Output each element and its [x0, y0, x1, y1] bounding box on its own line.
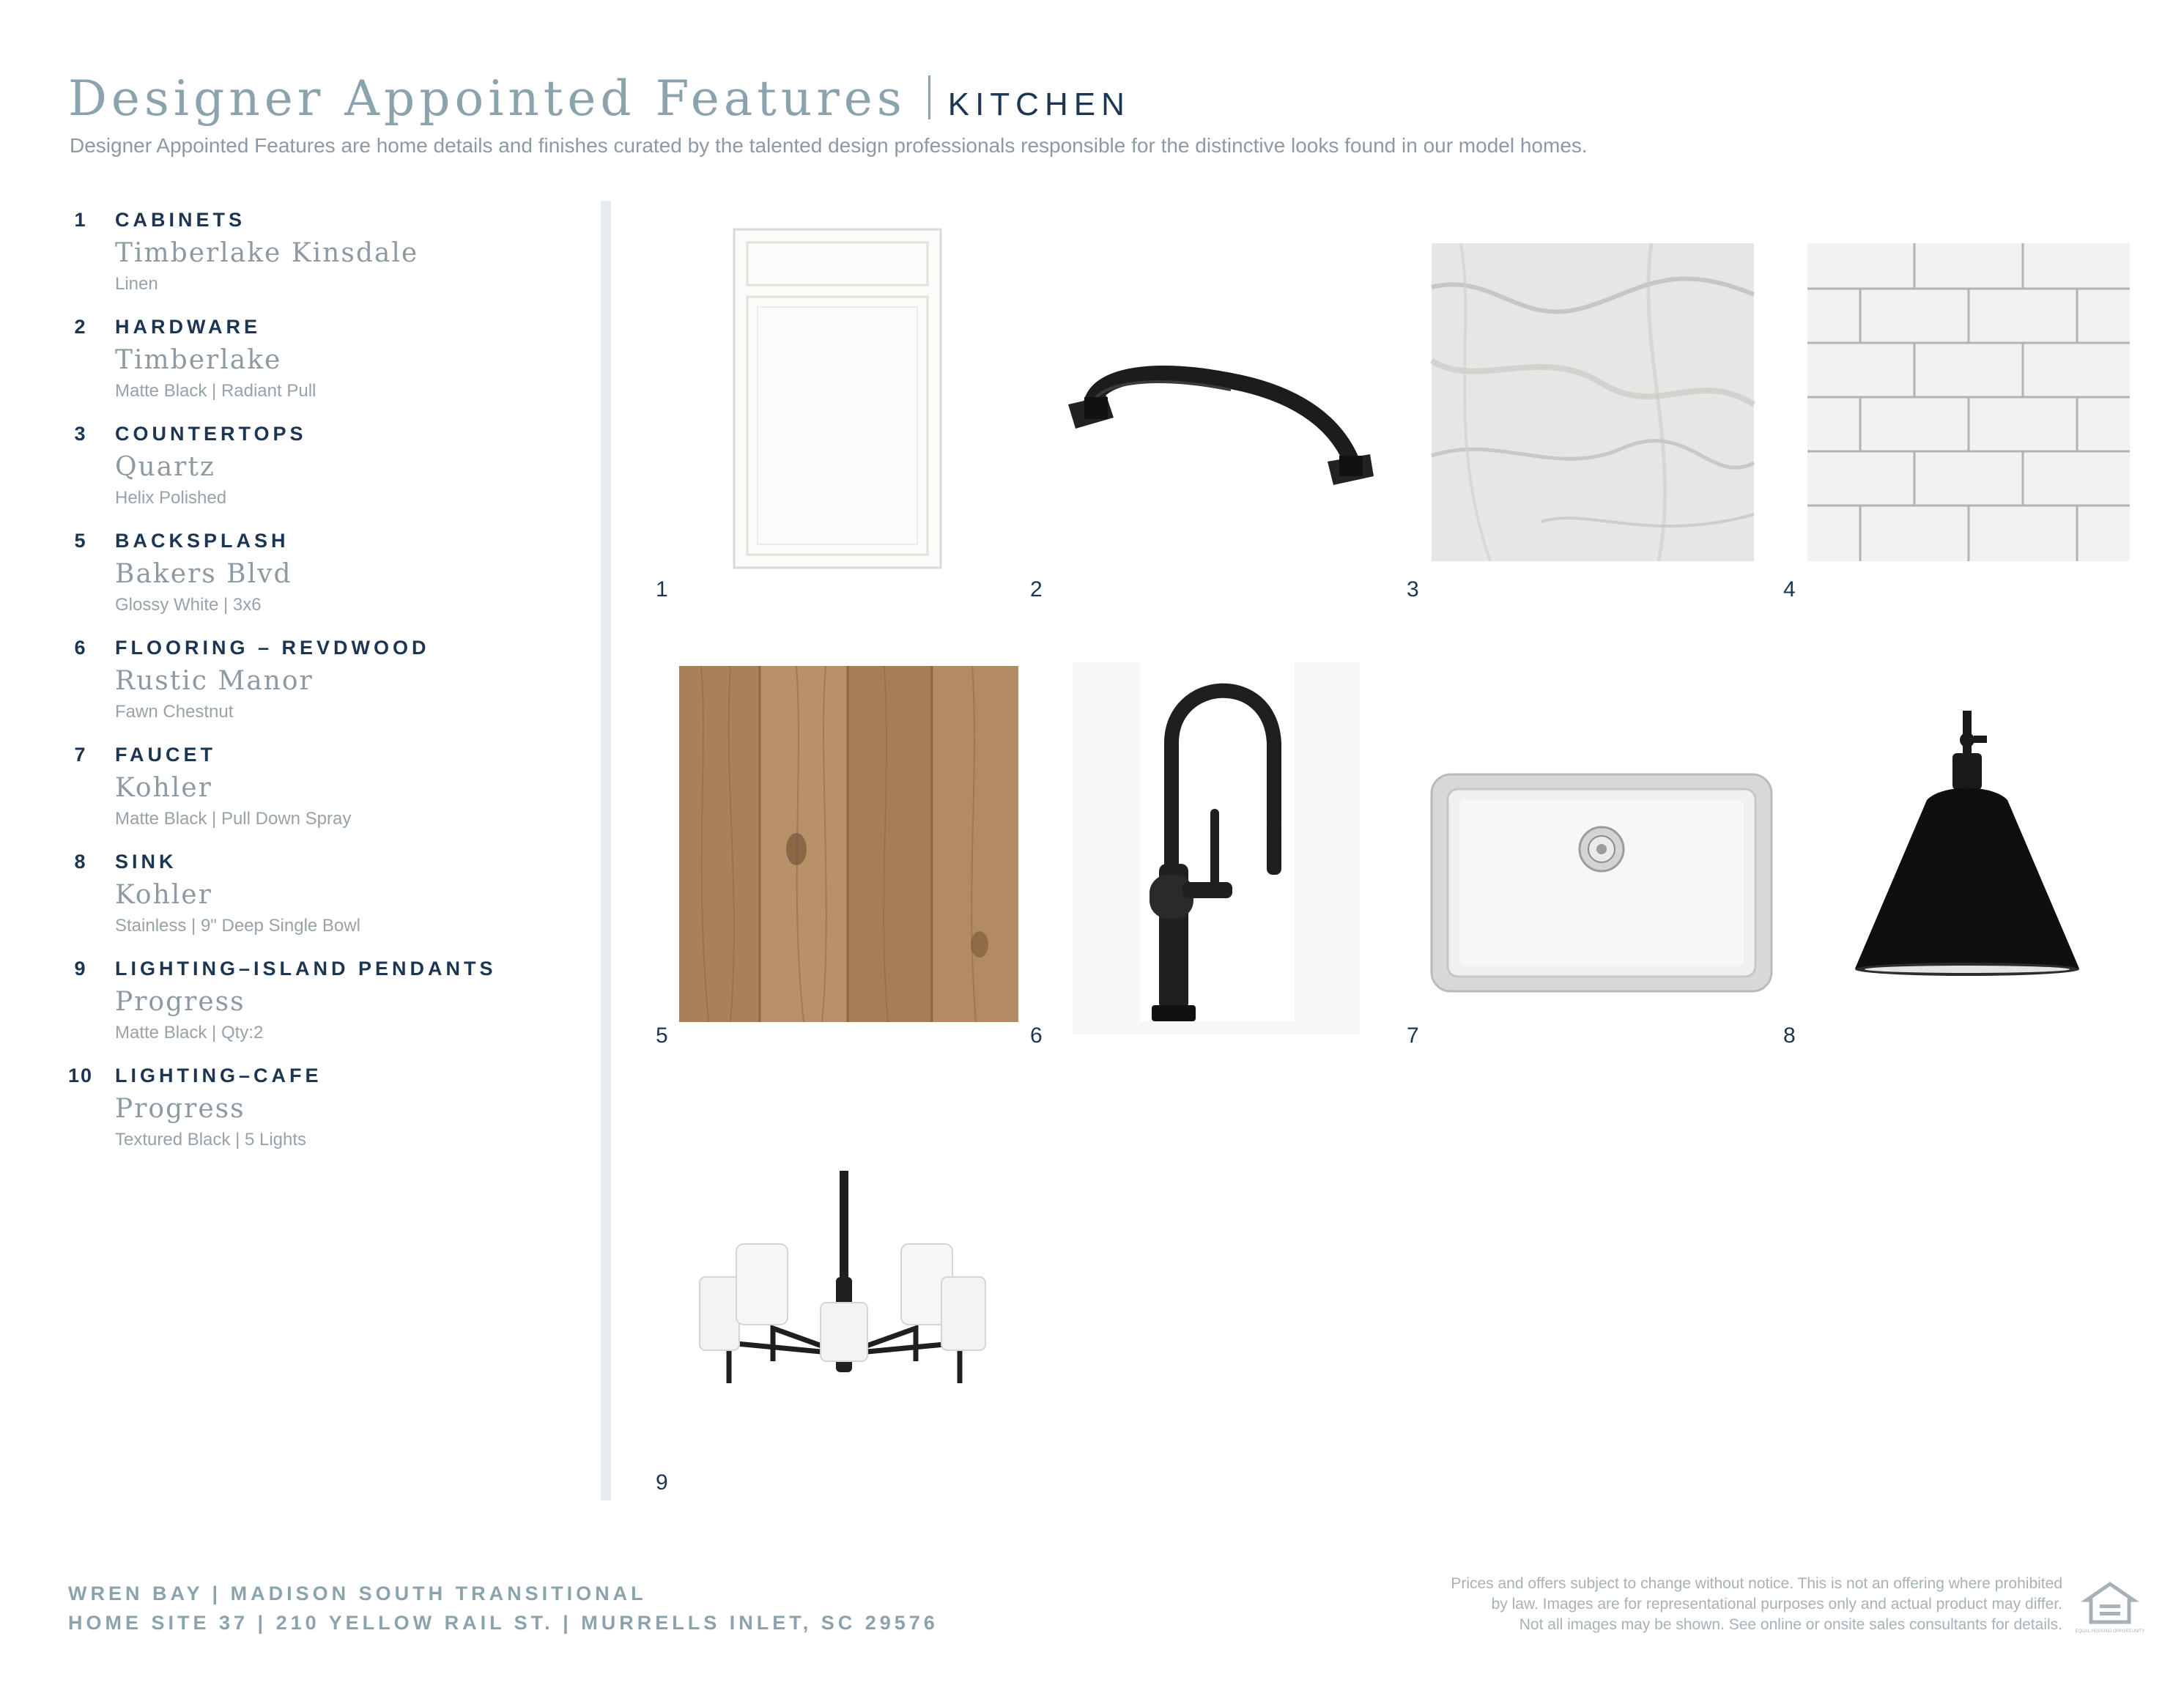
feature-category: CABINETS: [115, 209, 246, 231]
feature-number: 7: [74, 744, 87, 766]
feature-number: 8: [74, 851, 87, 873]
feature-brand: Timberlake Kinsdale: [115, 238, 419, 268]
wood-flooring-image: [679, 666, 1018, 1022]
chandelier-image: [700, 1171, 989, 1398]
image-label: 5: [656, 1023, 668, 1048]
feature-category: LIGHTING–CAFE: [115, 1065, 322, 1087]
equal-housing-icon: [2075, 1581, 2145, 1637]
feature-detail: Textured Black | 5 Lights: [115, 1130, 307, 1150]
feature-item: [0, 851, 586, 953]
footer-address: HOME SITE 37 | 210 YELLOW RAIL ST. | MURRELLS INLET, SC 29576: [68, 1612, 939, 1634]
feature-category: HARDWARE: [115, 316, 261, 338]
title-separator: [928, 75, 930, 119]
image-label: 1: [656, 577, 668, 601]
disclaimer-line: Not all images may be shown. See online or onsite sales consultants for details.: [1519, 1616, 2062, 1633]
faucet-image: [1073, 662, 1360, 1034]
sink-image: [1430, 773, 1773, 993]
feature-brand: Kohler: [115, 880, 212, 910]
disclaimer-line: by law. Images are for representational purposes only and actual product may differ.: [1491, 1596, 2062, 1613]
room-name: KITCHEN: [947, 86, 1130, 122]
feature-category: FAUCET: [115, 744, 216, 766]
image-label: 7: [1407, 1023, 1419, 1048]
feature-brand: Progress: [115, 987, 245, 1017]
feature-item: [0, 1065, 586, 1167]
disclaimer-line: Prices and offers subject to change without notice. This is not an offering where prohibited: [1451, 1575, 2062, 1592]
feature-detail: Matte Black | Pull Down Spray: [115, 809, 352, 829]
feature-detail: Matte Black | Qty:2: [115, 1023, 264, 1043]
image-label: 4: [1783, 577, 1796, 601]
feature-brand: Rustic Manor: [115, 666, 314, 696]
feature-brand: Kohler: [115, 773, 212, 803]
feature-number: 1: [74, 209, 87, 231]
image-label: 6: [1030, 1023, 1043, 1048]
intro-text: Designer Appointed Features are home details and finishes curated by the talented design professionals responsible for the distinctive looks found in our model homes.: [70, 134, 1588, 157]
footer-community: WREN BAY | MADISON SOUTH TRANSITIONAL: [68, 1582, 647, 1604]
feature-detail: Matte Black | Radiant Pull: [115, 381, 317, 401]
image-label: 3: [1407, 577, 1419, 601]
disclaimer: [1330, 1574, 2062, 1635]
feature-item: [0, 316, 586, 418]
feature-brand: Bakers Blvd: [115, 559, 292, 589]
cabinet-pull-image: [1055, 359, 1374, 491]
feature-number: 3: [74, 423, 87, 445]
feature-category: FLOORING – REVDWOOD: [115, 637, 430, 659]
feature-category: BACKSPLASH: [115, 530, 289, 552]
eho-text: EQUAL HOUSING OPPORTUNITY: [2075, 1629, 2145, 1634]
feature-number: 10: [67, 1065, 94, 1087]
feature-detail: Helix Polished: [115, 488, 227, 508]
vertical-divider: [601, 201, 611, 1500]
image-label: 2: [1030, 577, 1043, 601]
feature-detail: Glossy White | 3x6: [115, 595, 262, 615]
feature-item: [0, 209, 586, 311]
feature-category: SINK: [115, 851, 177, 873]
feature-item: [0, 744, 586, 846]
image-label: 9: [656, 1470, 668, 1495]
feature-item: [0, 958, 586, 1060]
feature-number: 9: [74, 958, 87, 980]
feature-item: [0, 637, 586, 739]
pendant-light-image: [1846, 711, 2088, 982]
feature-detail: Fawn Chestnut: [115, 702, 234, 722]
feature-number: 6: [74, 637, 87, 659]
feature-brand: Quartz: [115, 452, 215, 482]
feature-brand: Progress: [115, 1094, 245, 1124]
feature-detail: Linen: [115, 274, 158, 294]
feature-brand: Timberlake: [115, 345, 282, 375]
title-text: Designer Appointed Features: [68, 70, 906, 127]
feature-number: 2: [74, 316, 87, 338]
subway-tile-image: [1807, 243, 2130, 561]
feature-item: [0, 423, 586, 525]
image-label: 8: [1783, 1023, 1796, 1048]
feature-category: LIGHTING–ISLAND PENDANTS: [115, 958, 497, 980]
feature-item: [0, 530, 586, 632]
page-title: [68, 70, 1130, 127]
feature-category: COUNTERTOPS: [115, 423, 307, 445]
cabinet-door-image: [734, 229, 941, 568]
quartz-countertop-image: [1432, 243, 1754, 561]
feature-detail: Stainless | 9" Deep Single Bowl: [115, 916, 360, 936]
feature-number: 5: [74, 530, 87, 552]
